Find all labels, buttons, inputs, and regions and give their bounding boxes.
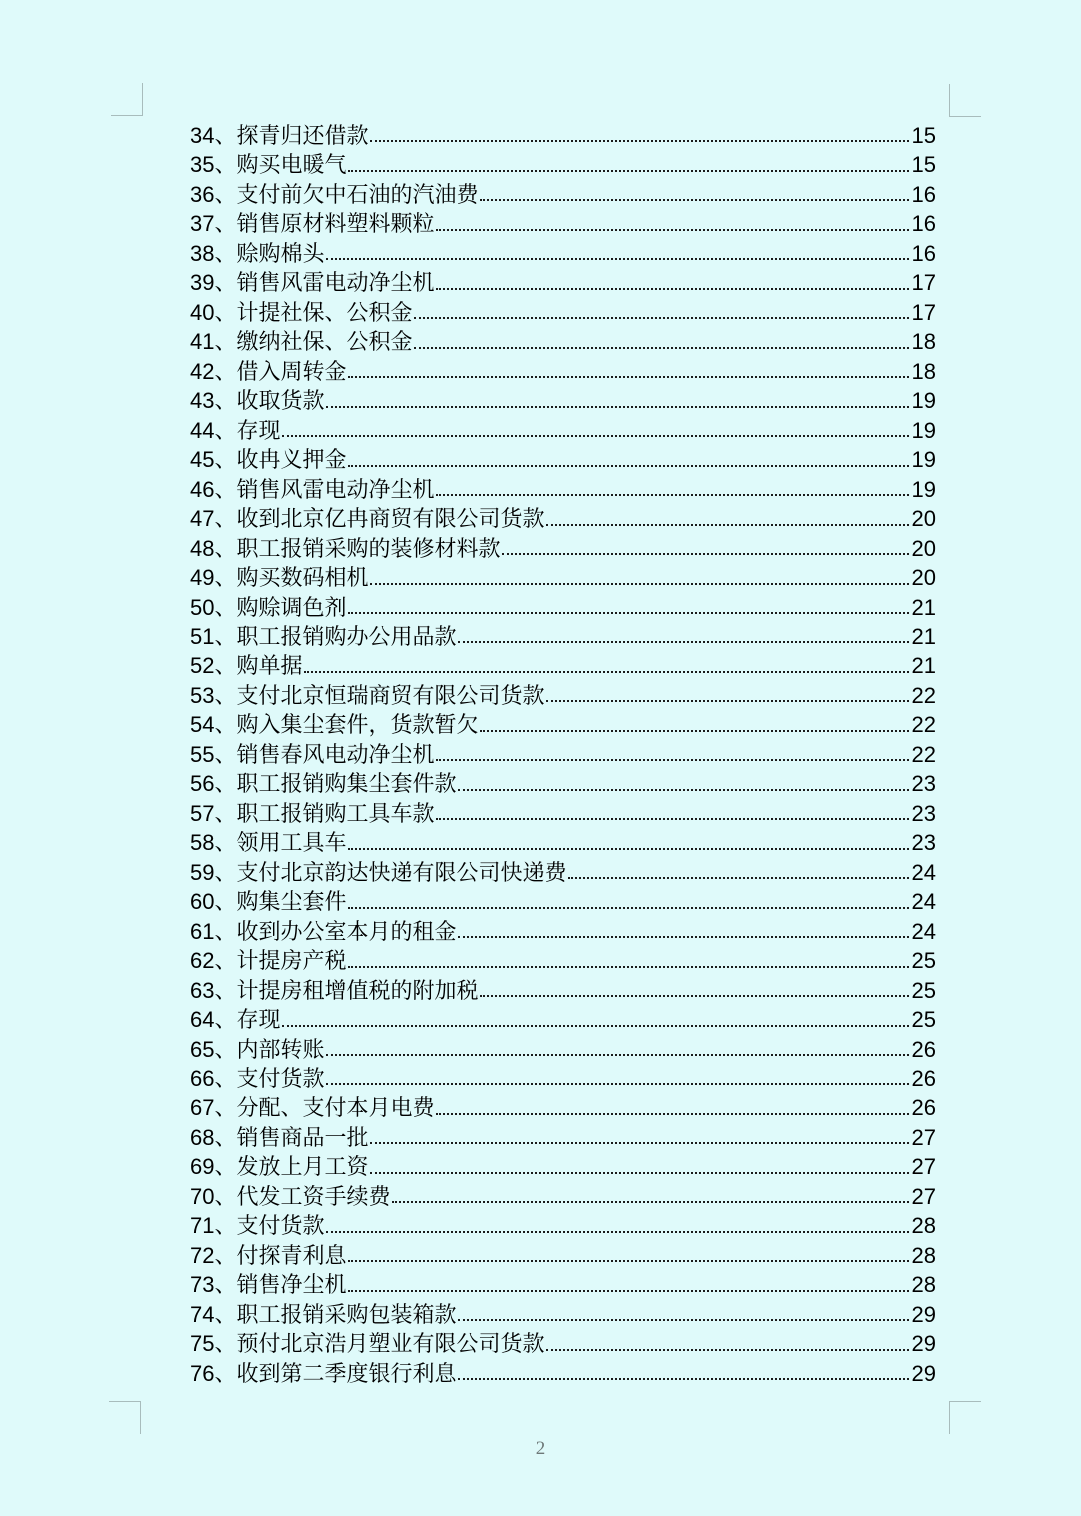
toc-entry-label[interactable]: 58、领用工具车 xyxy=(190,830,347,856)
crop-mark-bottom-right-icon xyxy=(949,1401,981,1434)
toc-entry-label[interactable]: 69、发放上月工资 xyxy=(190,1154,369,1180)
toc-entry-row[interactable] xyxy=(190,239,936,268)
toc-entry-page-number: 16 xyxy=(911,181,936,207)
toc-entry-row[interactable] xyxy=(190,593,936,622)
toc-entry-label[interactable]: 53、支付北京恒瑞商贸有限公司货款 xyxy=(190,682,545,708)
toc-entry-row[interactable] xyxy=(190,1152,936,1181)
toc-entry-label[interactable]: 39、销售风雷电动净尘机 xyxy=(190,270,435,296)
toc-entry-label[interactable]: 56、职工报销购集尘套件款 xyxy=(190,771,457,797)
toc-leader-dots xyxy=(480,199,908,201)
toc-leader-dots xyxy=(546,700,908,702)
toc-entry-row[interactable] xyxy=(190,710,936,739)
toc-entry-page-number: 19 xyxy=(911,447,936,473)
toc-entry-label[interactable]: 76、收到第二季度银行利息 xyxy=(190,1360,457,1386)
crop-mark-top-right-icon xyxy=(949,84,981,117)
toc-entry-row[interactable] xyxy=(190,209,936,238)
toc-entry-page-number: 29 xyxy=(911,1360,936,1386)
toc-entry-row[interactable] xyxy=(190,150,936,179)
toc-entry-label[interactable]: 40、计提社保、公积金 xyxy=(190,299,413,325)
toc-entry-page-number: 22 xyxy=(911,741,936,767)
toc-entry-page-number: 22 xyxy=(911,712,936,738)
toc-entry-row[interactable] xyxy=(190,622,936,651)
toc-leader-dots xyxy=(370,140,908,142)
toc-entry-row[interactable] xyxy=(190,268,936,297)
toc-leader-dots xyxy=(348,465,908,467)
toc-entry-row[interactable] xyxy=(190,180,936,209)
toc-entry-row[interactable] xyxy=(190,1211,936,1240)
toc-entry-page-number: 29 xyxy=(911,1331,936,1357)
toc-entry-page-number: 24 xyxy=(911,918,936,944)
toc-entry-row[interactable] xyxy=(190,534,936,563)
toc-entry-label[interactable]: 61、收到办公室本月的租金 xyxy=(190,918,457,944)
toc-entry-label[interactable]: 60、购集尘套件 xyxy=(190,889,347,915)
toc-leader-dots xyxy=(436,494,908,496)
toc-leader-dots xyxy=(370,1172,908,1174)
toc-leader-dots xyxy=(304,671,908,673)
toc-entry-page-number: 20 xyxy=(911,506,936,532)
toc-entry-label[interactable]: 72、付探青利息 xyxy=(190,1242,347,1268)
toc-entry-label[interactable]: 37、销售原材料塑料颗粒 xyxy=(190,211,435,237)
toc-entry-label[interactable]: 51、职工报销购办公用品款 xyxy=(190,623,457,649)
toc-leader-dots xyxy=(282,435,908,437)
toc-entry-row[interactable] xyxy=(190,416,936,445)
toc-entry-page-number: 25 xyxy=(911,1007,936,1033)
toc-entry-row[interactable] xyxy=(190,976,936,1005)
toc-entry-page-number: 27 xyxy=(911,1124,936,1150)
toc-leader-dots xyxy=(458,641,908,643)
toc-entry-page-number: 15 xyxy=(911,152,936,178)
toc-entry-page-number: 18 xyxy=(911,329,936,355)
toc-entry-row[interactable] xyxy=(190,475,936,504)
toc-entry-row[interactable] xyxy=(190,386,936,415)
toc-entry-label[interactable]: 66、支付货款 xyxy=(190,1066,325,1091)
toc-entry-row[interactable] xyxy=(190,1182,936,1211)
toc-entry-label[interactable]: 41、缴纳社保、公积金 xyxy=(190,329,413,355)
toc-leader-dots xyxy=(546,524,908,526)
toc-entry-page-number: 21 xyxy=(911,653,936,679)
toc-entry-page-number: 26 xyxy=(911,1036,936,1062)
toc-entry-page-number: 25 xyxy=(911,948,936,974)
toc-entry-label[interactable]: 73、销售净尘机 xyxy=(190,1272,347,1298)
toc-leader-dots xyxy=(370,583,908,585)
toc-leader-dots xyxy=(458,1378,908,1380)
toc-entry-page-number: 25 xyxy=(911,977,936,1003)
toc-leader-dots xyxy=(348,907,908,909)
toc-entry-label[interactable]: 59、支付北京韵达快递有限公司快递费 xyxy=(190,859,567,885)
toc-entry-label[interactable]: 75、预付北京浩月塑业有限公司货款 xyxy=(190,1331,545,1357)
toc-leader-dots xyxy=(326,1231,908,1233)
toc-leader-dots xyxy=(392,1201,908,1203)
toc-leader-dots xyxy=(414,347,908,349)
toc-entry-page-number: 27 xyxy=(911,1154,936,1180)
toc-entry-label[interactable]: 55、销售春风电动净尘机 xyxy=(190,741,435,767)
toc-entry-page-number: 23 xyxy=(911,830,936,856)
crop-mark-bottom-left-icon xyxy=(109,1401,141,1434)
toc-leader-dots xyxy=(348,966,908,968)
toc-entry-label[interactable]: 42、借入周转金 xyxy=(190,358,347,384)
toc-entry-page-number: 28 xyxy=(911,1272,936,1298)
toc-entry-label[interactable]: 38、赊购棉头 xyxy=(190,240,325,266)
toc-entry-page-number: 27 xyxy=(911,1183,936,1209)
toc-entry-row[interactable] xyxy=(190,917,936,946)
toc-entry-row[interactable] xyxy=(190,1241,936,1270)
toc-entry-label[interactable]: 36、支付前欠中石油的汽油费 xyxy=(190,181,479,207)
toc-entry-row[interactable] xyxy=(190,1035,936,1064)
toc-entry-label[interactable]: 35、购买电暖气 xyxy=(190,152,347,178)
toc-entry-row[interactable] xyxy=(190,1005,936,1034)
toc-entry-row[interactable] xyxy=(190,504,936,533)
toc-entry-page-number: 29 xyxy=(911,1301,936,1327)
toc-leader-dots xyxy=(480,995,908,997)
toc-entry-page-number: 18 xyxy=(911,358,936,384)
toc-entry-label[interactable]: 64、存现 xyxy=(190,1007,281,1033)
toc-entry-row[interactable] xyxy=(190,769,936,798)
toc-entry-page-number: 28 xyxy=(911,1242,936,1268)
toc-entry-label[interactable]: 48、职工报销采购的装修材料款 xyxy=(190,535,501,561)
toc-entry-row[interactable] xyxy=(190,298,936,327)
toc-leader-dots xyxy=(458,1319,908,1321)
toc-entry-page-number: 19 xyxy=(911,476,936,502)
toc-entry-label[interactable]: 50、购赊调色剂 xyxy=(190,594,347,620)
toc-entry-row[interactable] xyxy=(190,1359,936,1388)
toc-entry-page-number: 23 xyxy=(911,800,936,826)
crop-mark-top-left-icon xyxy=(111,83,143,116)
toc-leader-dots xyxy=(348,376,908,378)
toc-entry-label[interactable]: 52、购单据 xyxy=(190,653,303,679)
toc-leader-dots xyxy=(348,848,908,850)
toc-entry-label[interactable]: 71、支付货款 xyxy=(190,1213,325,1239)
toc-entry-page-number: 16 xyxy=(911,240,936,266)
toc-leader-dots xyxy=(458,936,908,938)
toc-entry-page-number: 28 xyxy=(911,1213,936,1239)
toc-entry-page-number: 20 xyxy=(911,535,936,561)
toc-leader-dots xyxy=(568,877,908,879)
toc-entry-page-number: 17 xyxy=(911,299,936,325)
toc-entry-label[interactable]: 49、购买数码相机 xyxy=(190,565,369,591)
toc-entry-row[interactable] xyxy=(190,1064,936,1093)
toc-entry-label[interactable]: 65、内部转账 xyxy=(190,1036,325,1062)
toc-entry-page-number: 16 xyxy=(911,211,936,237)
toc-entry-row[interactable] xyxy=(190,858,936,887)
toc-entry-label[interactable]: 43、收取货款 xyxy=(190,388,325,414)
toc-leader-dots xyxy=(414,317,908,319)
toc-entry-page-number: 22 xyxy=(911,682,936,708)
toc-entry-row[interactable] xyxy=(190,357,936,386)
toc-leader-dots xyxy=(282,1025,908,1027)
toc-leader-dots xyxy=(436,759,908,761)
toc-leader-dots xyxy=(436,288,908,290)
toc-entry-label[interactable]: 74、职工报销采购包装箱款 xyxy=(190,1301,457,1327)
toc-leader-dots xyxy=(326,406,908,408)
toc-leader-dots xyxy=(326,1083,908,1085)
toc-entry-row[interactable] xyxy=(190,121,936,150)
toc-entry-label[interactable]: 68、销售商品一批 xyxy=(190,1124,369,1150)
toc-leader-dots xyxy=(348,612,908,614)
toc-leader-dots xyxy=(436,818,908,820)
toc-leader-dots xyxy=(436,1113,908,1115)
toc-entry-label[interactable]: 45、收冉义押金 xyxy=(190,447,347,473)
toc-entry-row[interactable] xyxy=(190,946,936,975)
toc-entry-row[interactable] xyxy=(190,1270,936,1299)
toc-entry-page-number: 21 xyxy=(911,623,936,649)
toc-entry-page-number: 15 xyxy=(911,123,936,148)
toc-entry-label[interactable]: 46、销售风雷电动净尘机 xyxy=(190,476,435,502)
toc-entry-row[interactable] xyxy=(190,1123,936,1152)
toc-entry-page-number: 23 xyxy=(911,771,936,797)
toc-entry-label[interactable]: 44、存现 xyxy=(190,417,281,443)
toc-entry-page-number: 17 xyxy=(911,270,936,296)
toc-leader-dots xyxy=(348,170,908,172)
toc-leader-dots xyxy=(370,1142,908,1144)
toc-entry-row[interactable] xyxy=(190,681,936,710)
toc-entry-row[interactable] xyxy=(190,1093,936,1122)
toc-list xyxy=(190,121,936,1388)
toc-entry-label[interactable]: 63、计提房租增值税的附加税 xyxy=(190,977,479,1003)
toc-leader-dots xyxy=(326,1054,908,1056)
toc-entry-row[interactable] xyxy=(190,327,936,356)
toc-leader-dots xyxy=(502,553,908,555)
toc-leader-dots xyxy=(348,1260,908,1262)
toc-entry-label[interactable]: 34、探青归还借款 xyxy=(190,123,369,148)
footer-page-number: 2 xyxy=(535,1438,546,1459)
toc-entry-page-number: 24 xyxy=(911,859,936,885)
toc-entry-page-number: 26 xyxy=(911,1066,936,1091)
toc-entry-row[interactable] xyxy=(190,651,936,680)
toc-entry-row[interactable] xyxy=(190,1300,936,1329)
toc-entry-page-number: 19 xyxy=(911,388,936,414)
toc-entry-label[interactable]: 57、职工报销购工具车款 xyxy=(190,800,435,826)
toc-entry-row[interactable] xyxy=(190,887,936,916)
toc-entry-page-number: 26 xyxy=(911,1095,936,1121)
toc-entry-row[interactable] xyxy=(190,740,936,769)
toc-leader-dots xyxy=(480,730,908,732)
toc-entry-label[interactable]: 67、分配、支付本月电费 xyxy=(190,1095,435,1121)
toc-entry-row[interactable] xyxy=(190,445,936,474)
toc-leader-dots xyxy=(348,1290,908,1292)
toc-entry-page-number: 19 xyxy=(911,417,936,443)
toc-leader-dots xyxy=(546,1349,908,1351)
toc-entry-label[interactable]: 70、代发工资手续费 xyxy=(190,1183,391,1209)
toc-entry-row[interactable] xyxy=(190,563,936,592)
toc-entry-row[interactable] xyxy=(190,828,936,857)
toc-leader-dots xyxy=(436,229,908,231)
toc-leader-dots xyxy=(326,258,908,260)
toc-leader-dots xyxy=(458,789,908,791)
toc-entry-page-number: 20 xyxy=(911,565,936,591)
toc-entry-label[interactable]: 47、收到北京亿冉商贸有限公司货款 xyxy=(190,506,545,532)
toc-entry-page-number: 24 xyxy=(911,889,936,915)
toc-entry-page-number: 21 xyxy=(911,594,936,620)
toc-entry-label[interactable]: 54、购入集尘套件，货款暂欠 xyxy=(190,712,479,738)
toc-entry-row[interactable] xyxy=(190,1329,936,1358)
toc-entry-row[interactable] xyxy=(190,799,936,828)
toc-entry-label[interactable]: 62、计提房产税 xyxy=(190,948,347,974)
